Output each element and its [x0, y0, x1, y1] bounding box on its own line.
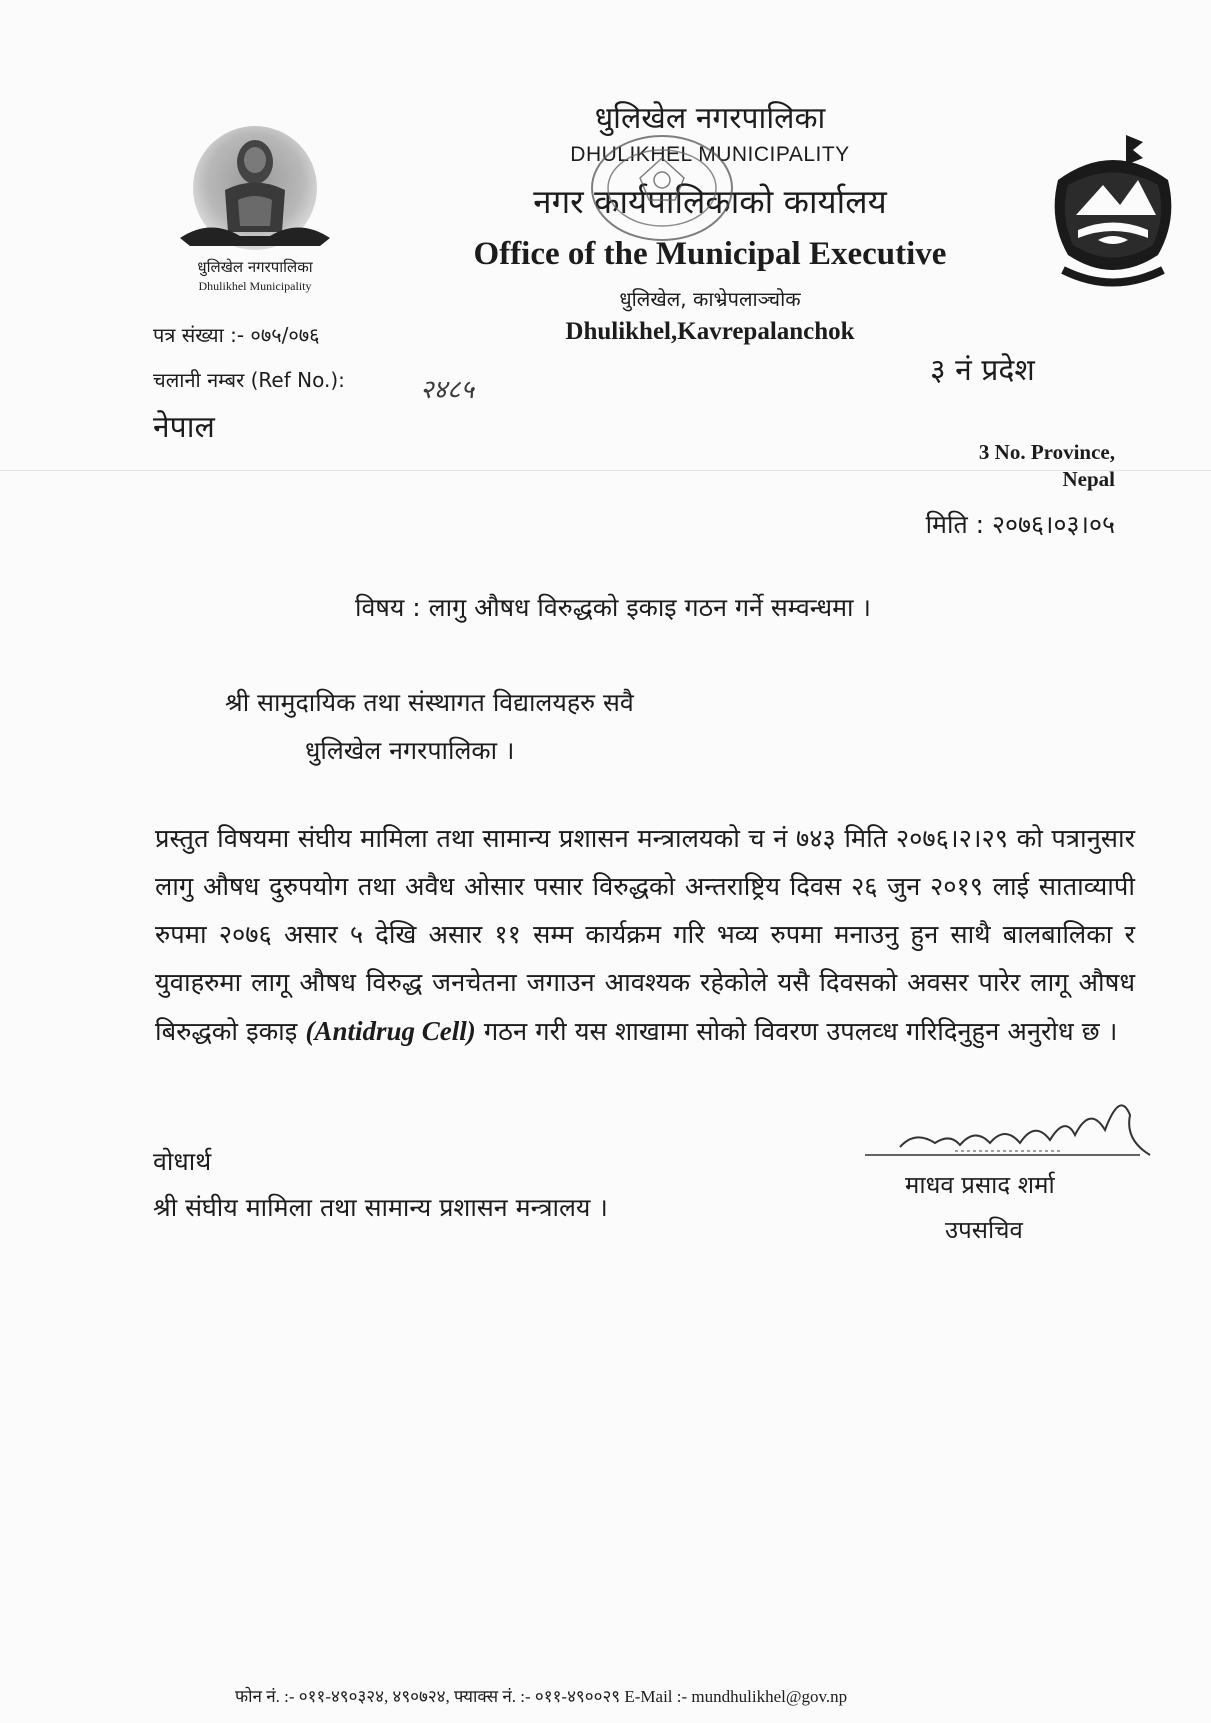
country-en: Nepal [1062, 467, 1115, 491]
signer-title: उपसचिव [945, 1216, 1023, 1244]
dispatch-number-label: चलानी नम्बर (Ref No.): [153, 368, 345, 392]
office-stamp-icon [580, 128, 745, 248]
letter-date: मिति : २०७६।०३।०५ [925, 510, 1115, 539]
province-en: 3 No. Province, [978, 440, 1115, 464]
logo-label-np: धुलिखेल नगरपालिका [197, 258, 313, 276]
cc-recipient: श्री संघीय मामिला तथा सामान्य प्रशासन मन्त्रालय । [153, 1193, 608, 1222]
municipality-title-en: DHULIKHEL MUNICIPALITY [570, 143, 850, 166]
letter-number: पत्र संख्या :- ०७५/०७६ [153, 323, 320, 347]
handwritten-signature-icon [860, 1085, 1160, 1165]
recipient-line-2: धुलिखेल नगरपालिका । [305, 736, 515, 765]
province-np: ३ नं प्रदेश [930, 353, 1035, 388]
cc-label: वोधार्थ [153, 1147, 212, 1176]
signer-name: माधव प्रसाद शर्मा [905, 1171, 1055, 1199]
office-title-en: Office of the Municipal Executive [473, 236, 947, 272]
letter-body-part-2: गठन गरी यस शाखामा सोको विवरण उपलव्ध गरिदिनुहुन अनुरोध छ । [483, 1017, 1118, 1047]
nepal-coat-of-arms-icon [1038, 120, 1188, 300]
letter-body-emphasis: (Antidrug Cell) [305, 1016, 476, 1046]
dispatch-number-handwritten: २४८५ [420, 375, 475, 404]
scan-artifact-line [0, 470, 1211, 471]
logo-label-en: Dhulikhel Municipality [198, 279, 312, 293]
footer-contact: फोन नं. :- ०११-४९०३२४, ४९०७२४, फ्याक्स नं. :- ०११-४९००२९ E-Mail :- mundhulikhel@gov.np [235, 1687, 848, 1706]
address-en: Dhulikhel,Kavrepalanchok [565, 318, 855, 345]
letter-body [155, 815, 1135, 1056]
letter-subject: विषय : लागु औषध विरुद्धको इकाइ गठन गर्ने सम्वन्धमा । [355, 593, 871, 622]
municipality-title-np: धुलिखेल नगरपालिका [594, 101, 826, 136]
address-np: धुलिखेल, काभ्रेपलाञ्चोक [619, 287, 801, 311]
office-title-np: नगर कार्यपालिकाको कार्यालय [533, 182, 887, 221]
letter-body-part-1: प्रस्तुत विषयमा संघीय मामिला तथा सामान्य प्रशासन मन्त्रालयको च नं ७४३ मिति २०७६।२।२९ को पत्रानुसार लागु औषध दुरुपयोग तथा अवैध ओसार पसार विरुद्धको अन्तराष्ट्रिय दिवस २६ जुन २०१९ लाई साताव्यापी रुपमा २०७६ असार ५ देखि असार ११ सम्म कार्यक्रम गरि भव्य रुपमा मनाउनु हुन साथै बालबालिका र युवाहरुमा लागू औषध विरुद्ध जनचेतना जगाउन आवश्यक रहेकोले यसै दिवसको अवसर पारेर लागू औषध बिरुद्धको इकाइ [155, 824, 1135, 1047]
recipient-line-1: श्री सामुदायिक तथा संस्थागत विद्यालयहरु सवै [225, 688, 634, 717]
country-np: नेपाल [153, 410, 215, 445]
